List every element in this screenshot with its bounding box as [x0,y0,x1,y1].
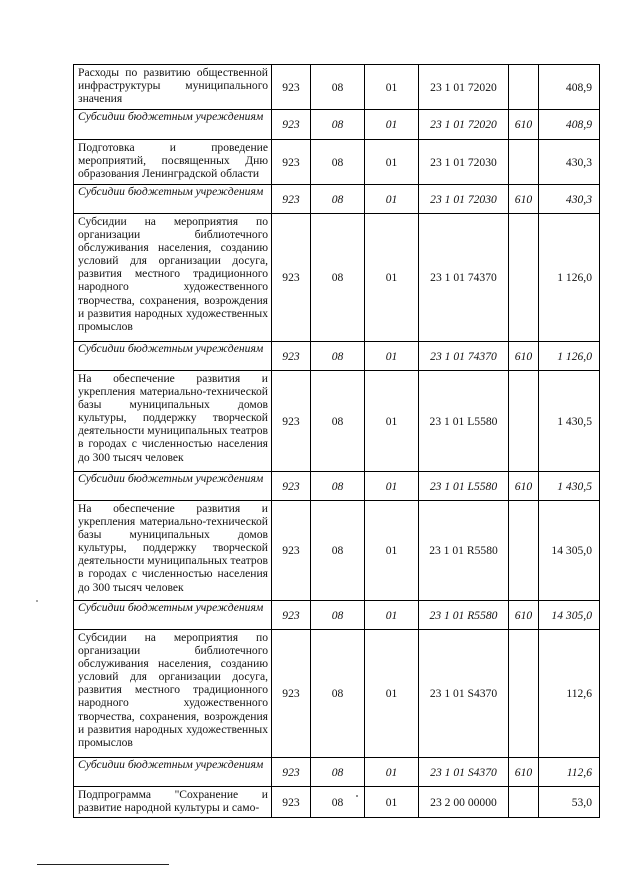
row-amount: 14 305,0 [539,501,600,601]
row-expense-type [509,501,539,601]
row-description: Субсидии на мероприятия по организации библиотечного обслуживания населения, созданию условий для организации досуга, развития местного традиционного народного художественного творчества, сохранения, возрождения и развития народных художественных промыслов [74,630,272,758]
row-amount: 1 126,0 [539,214,600,342]
row-target-article: 23 1 01 72030 [419,185,509,214]
table-row [74,185,600,214]
row-subsection: 01 [365,342,419,371]
row-section: 08 [311,472,365,501]
scan-speck [356,795,358,797]
row-description: Подпрограмма "Сохранение и развитие народной культуры и само- [74,787,272,818]
row-admin-code: 923 [272,472,311,501]
row-expense-type: 610 [509,601,539,630]
row-section: 08 [311,342,365,371]
row-description: Субсидии бюджетным учреждениям [74,601,272,630]
table-row [74,214,600,342]
row-section: 08 [311,758,365,787]
row-section: 08 [311,214,365,342]
row-expense-type [509,65,539,110]
row-subsection: 01 [365,65,419,110]
row-subsection: 01 [365,214,419,342]
row-admin-code: 923 [272,214,311,342]
table-row [74,472,600,501]
table-row [74,110,600,140]
row-target-article: 23 1 01 72030 [419,140,509,185]
row-subsection: 01 [365,371,419,472]
row-expense-type: 610 [509,758,539,787]
row-target-article: 23 2 00 00000 [419,787,509,818]
row-admin-code: 923 [272,140,311,185]
row-section: 08 [311,140,365,185]
row-target-article: 23 1 01 74370 [419,214,509,342]
row-amount: 112,6 [539,758,600,787]
row-subsection: 01 [365,630,419,758]
table-row [74,371,600,472]
row-description: На обеспечение развития и укрепления материально-технической базы муниципальных домов культуры, поддержку творческой деятельности муниципальных театров в городах с численностью населения до 300 тысяч человек [74,501,272,601]
row-expense-type [509,371,539,472]
row-description: Субсидии на мероприятия по организации библиотечного обслуживания населения, созданию условий для организации досуга, развития местного традиционного народного художественного творчества, сохранения, возрождения и развития народных художественных промыслов [74,214,272,342]
row-description: Субсидии бюджетным учреждениям [74,342,272,371]
row-amount: 1 126,0 [539,342,600,371]
row-expense-type: 610 [509,342,539,371]
row-description: Субсидии бюджетным учреждениям [74,110,272,140]
row-target-article: 23 1 01 74370 [419,342,509,371]
row-target-article: 23 1 01 72020 [419,65,509,110]
row-admin-code: 923 [272,601,311,630]
row-section: 08 [311,371,365,472]
row-target-article: 23 1 01 72020 [419,110,509,140]
row-target-article: 23 1 01 S4370 [419,758,509,787]
row-subsection: 01 [365,110,419,140]
row-description: На обеспечение развития и укрепления материально-технической базы муниципальных домов культуры, поддержку творческой деятельности муниципальных театров в городах с численностью населения до 300 тысяч человек [74,371,272,472]
row-section: 08 [311,65,365,110]
row-expense-type: 610 [509,472,539,501]
row-admin-code: 923 [272,630,311,758]
row-target-article: 23 1 01 R5580 [419,601,509,630]
row-amount: 430,3 [539,140,600,185]
footnote-separator-line [37,864,169,865]
row-subsection: 01 [365,472,419,501]
row-target-article: 23 1 01 S4370 [419,630,509,758]
scan-speck [36,600,38,602]
row-amount: 1 430,5 [539,472,600,501]
row-expense-type: 610 [509,110,539,140]
budget-table-body [74,65,600,818]
row-subsection: 01 [365,140,419,185]
row-section: 08 [311,601,365,630]
table-row [74,787,600,818]
table-row [74,630,600,758]
table-row [74,601,600,630]
row-subsection: 01 [365,185,419,214]
row-expense-type [509,214,539,342]
table-row [74,501,600,601]
row-section: 08 [311,110,365,140]
row-description: Подготовка и проведение мероприятий, посвященных Дню образования Ленинградской области [74,140,272,185]
row-subsection: 01 [365,758,419,787]
row-target-article: 23 1 01 R5580 [419,501,509,601]
row-admin-code: 923 [272,501,311,601]
row-section: 08 [311,630,365,758]
row-section: 08 [311,501,365,601]
row-amount: 53,0 [539,787,600,818]
row-description: Расходы по развитию общественной инфраструктуры муниципального значения [74,65,272,110]
row-expense-type [509,787,539,818]
row-admin-code: 923 [272,758,311,787]
row-amount: 1 430,5 [539,371,600,472]
row-expense-type [509,630,539,758]
row-amount: 408,9 [539,65,600,110]
row-target-article: 23 1 01 L5580 [419,472,509,501]
row-amount: 430,3 [539,185,600,214]
row-description: Субсидии бюджетным учреждениям [74,758,272,787]
row-expense-type: 610 [509,185,539,214]
row-admin-code: 923 [272,185,311,214]
row-admin-code: 923 [272,787,311,818]
row-section: 08 [311,787,365,818]
row-description: Субсидии бюджетным учреждениям [74,185,272,214]
row-amount: 408,9 [539,110,600,140]
row-target-article: 23 1 01 L5580 [419,371,509,472]
row-subsection: 01 [365,501,419,601]
row-description: Субсидии бюджетным учреждениям [74,472,272,501]
table-row [74,758,600,787]
row-expense-type [509,140,539,185]
row-admin-code: 923 [272,110,311,140]
row-admin-code: 923 [272,65,311,110]
row-amount: 112,6 [539,630,600,758]
table-row [74,140,600,185]
table-row [74,65,600,110]
table-row [74,342,600,371]
row-subsection: 01 [365,601,419,630]
row-subsection: 01 [365,787,419,818]
row-admin-code: 923 [272,342,311,371]
row-admin-code: 923 [272,371,311,472]
row-section: 08 [311,185,365,214]
row-amount: 14 305,0 [539,601,600,630]
budget-table [73,64,600,818]
